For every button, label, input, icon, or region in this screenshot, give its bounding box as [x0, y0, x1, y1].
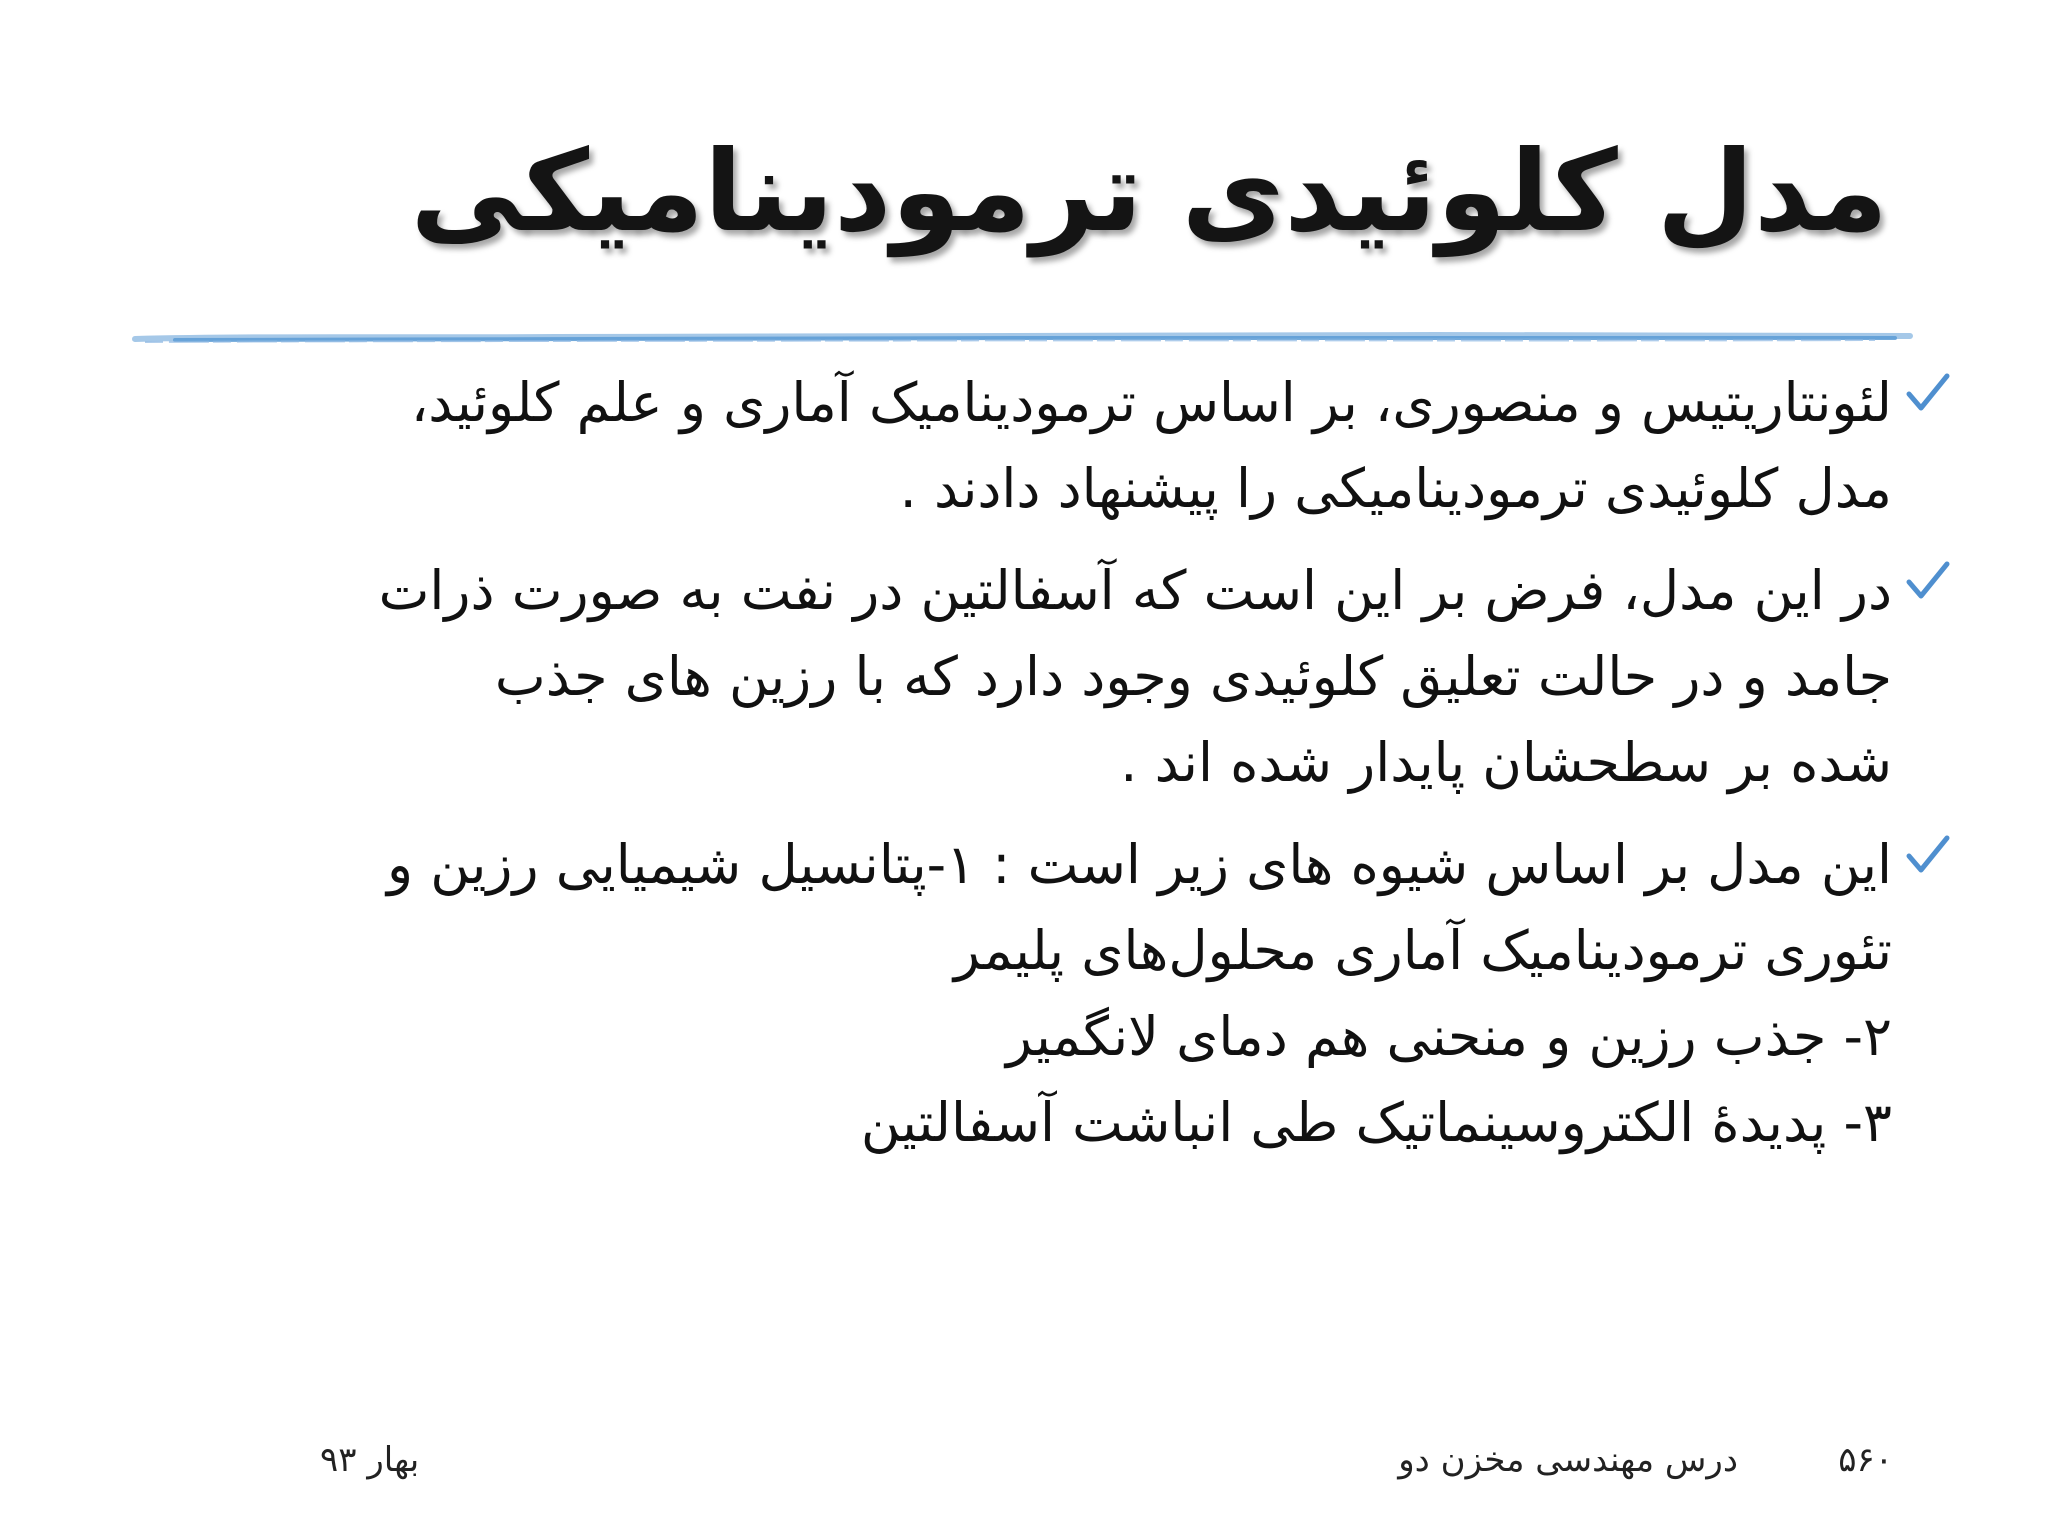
footer-term: بهار ۹۳	[320, 1440, 420, 1480]
footer-course: درس مهندسی مخزن دو	[1398, 1440, 1738, 1480]
bullet-line: این مدل بر اساس شیوه های زیر است : ۱-پتانسیل شیمیایی رزین و	[387, 833, 1892, 896]
bullet-item	[173, 548, 1893, 806]
bullet-line: ۳- پدیدهٔ الکتروسینماتیک طی انباشت آسفالتین	[860, 1091, 1892, 1154]
bullet-line: تئوری ترمودینامیک آماری محلول‌های پلیمر	[953, 919, 1892, 982]
bullet-line: لئونتاریتیس و منصوری، بر اساس ترمودینامیک آماری و علم کلوئید،	[410, 371, 1892, 434]
bullet-list	[173, 360, 1893, 1182]
checkmark-icon	[1905, 832, 1951, 878]
bullet-line: ۲- جذب رزین و منحنی هم دمای لانگمیر	[1005, 1005, 1892, 1068]
bullet-item	[173, 822, 1893, 1166]
bullet-item	[173, 360, 1893, 532]
slide-title: مدل کلوئیدی ترمودینامیکی	[410, 127, 1888, 257]
title-divider	[135, 326, 1910, 352]
page-number: ۵۶۰	[1838, 1440, 1893, 1480]
checkmark-icon	[1905, 558, 1951, 604]
checkmark-icon	[1905, 370, 1951, 416]
bullet-line: مدل کلوئیدی ترمودینامیکی را پیشنهاد دادند .	[899, 457, 1892, 520]
bullet-line: شده بر سطحشان پایدار شده اند .	[1120, 731, 1892, 794]
bullet-line: در این مدل، فرض بر این است که آسفالتین در نفت به صورت ذرات	[378, 559, 1892, 622]
bullet-line: جامد و در حالت تعلیق کلوئیدی وجود دارد که با رزین های جذب	[494, 645, 1892, 708]
